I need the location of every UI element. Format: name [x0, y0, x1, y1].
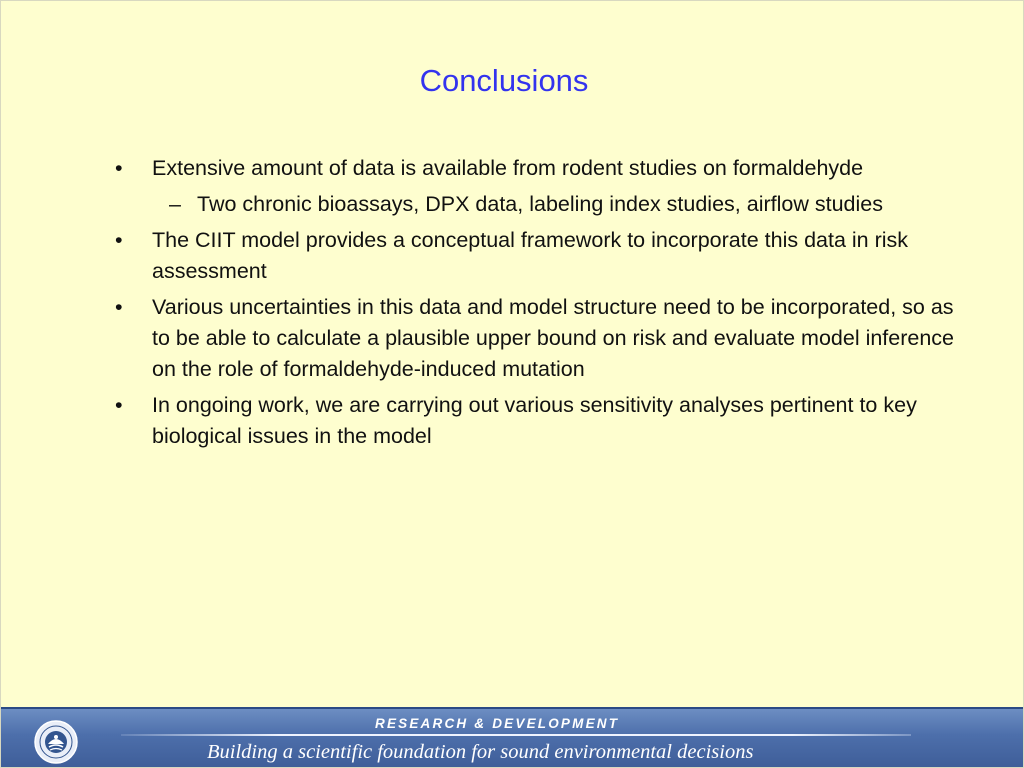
bullet-marker: •: [115, 295, 123, 319]
bullet-marker: •: [115, 228, 123, 252]
footer-banner: [1, 707, 1024, 768]
bullet-item: [111, 292, 961, 385]
footer-tagline: Building a scientific foundation for sound environmental decisions: [207, 741, 754, 763]
sub-bullet-item: [111, 189, 961, 220]
sub-bullet-marker: –: [169, 192, 181, 216]
bullet-marker: •: [115, 156, 123, 180]
bullet-item: [111, 153, 961, 184]
footer-label: RESEARCH & DEVELOPMENT: [375, 716, 620, 731]
epa-seal-icon: [34, 720, 78, 764]
bullet-item: [111, 390, 961, 452]
bullet-text: The CIIT model provides a conceptual framework to incorporate this data in risk assessment: [152, 228, 909, 283]
bullet-item: [111, 225, 961, 287]
bullet-marker: •: [115, 393, 123, 417]
sub-bullet-text: Two chronic bioassays, DPX data, labeling index studies, airflow studies: [197, 192, 883, 216]
bullet-list: [111, 153, 961, 457]
slide-title: Conclusions: [419, 63, 589, 98]
bullet-text: Extensive amount of data is available from rodent studies on formaldehyde: [152, 156, 864, 180]
bullet-text: In ongoing work, we are carrying out various sensitivity analyses pertinent to key biological issues in the model: [152, 393, 917, 448]
footer-rule: [121, 734, 911, 736]
footer-divider: [1, 707, 1024, 709]
bullet-text: Various uncertainties in this data and model structure need to be incorporated, so as to be able to calculate a plausible upper bound on risk and evaluate model inference on the role of formaldehyde-induced mutation: [152, 295, 955, 381]
